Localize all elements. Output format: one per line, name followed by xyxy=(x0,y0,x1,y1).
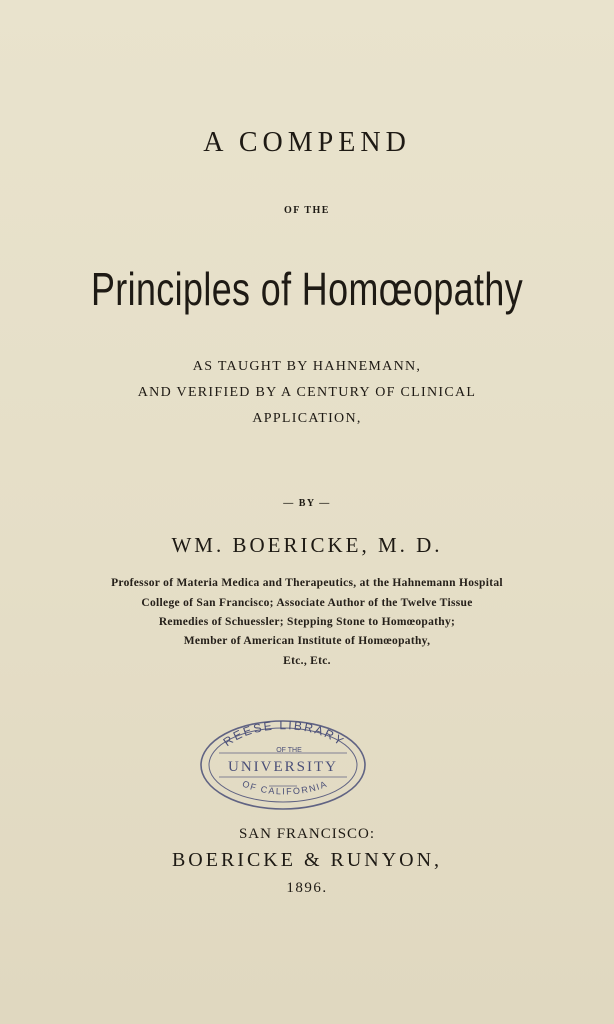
subtitle-line-1: AS TAUGHT BY HAHNEMANN, xyxy=(192,359,422,374)
by-line: — BY — xyxy=(283,498,331,509)
main-title: Principles of Homœopathy xyxy=(90,263,524,315)
stamp-of-the: OF THE xyxy=(276,747,302,754)
author-name: WM. BOERICKE, M. D. xyxy=(171,533,443,557)
credentials-line-2: College of San Francisco; Associate Author of the Twelve Tissue xyxy=(141,597,473,609)
subtitle-line-2: AND VERIFIED BY A CENTURY OF CLINICAL xyxy=(137,385,477,400)
stamp-top-text: REESE LIBRARY xyxy=(220,718,348,750)
stamp-middle-text: UNIVERSITY xyxy=(228,759,338,775)
publication-place: SAN FRANCISCO: xyxy=(238,826,376,842)
of-the-line: OF THE xyxy=(284,205,330,216)
stamp-bottom-text: OF CALIFORNIA xyxy=(240,778,330,797)
subtitle-line-3: APPLICATION, xyxy=(252,411,362,426)
library-stamp xyxy=(197,715,369,813)
credentials-line-1: Professor of Materia Medica and Therapeutics, at the Hahnemann Hospital xyxy=(111,577,503,589)
credentials-line-3: Remedies of Schuessler; Stepping Stone to Homœopathy; xyxy=(158,616,456,628)
credentials-line-5: Etc., Etc. xyxy=(283,655,331,667)
title: A COMPEND xyxy=(203,127,411,158)
publication-year: 1896. xyxy=(286,880,328,896)
credentials-line-4: Member of American Institute of Homœopathy, xyxy=(183,635,431,647)
publisher: BOERICKE & RUNYON, xyxy=(171,849,443,871)
